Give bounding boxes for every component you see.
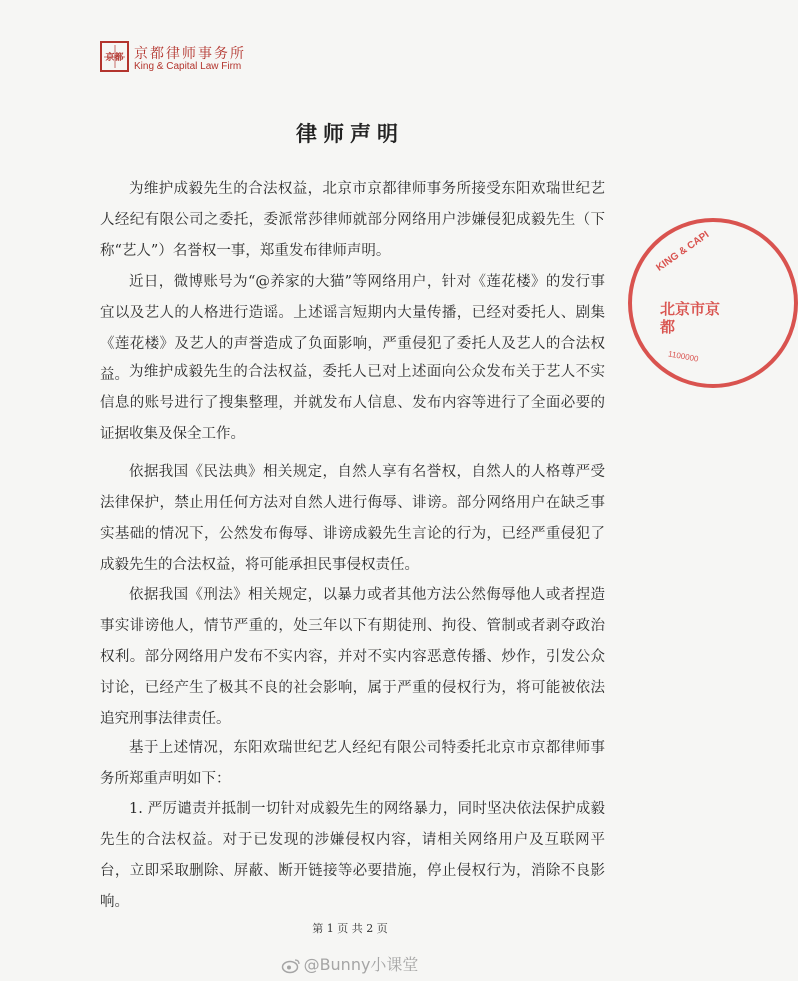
weibo-icon bbox=[282, 958, 300, 977]
seal-text-en: KING & CAPI bbox=[654, 229, 712, 274]
paragraph-4: 依据我国《民法典》相关规定，自然人享有名誉权，自然人的人格尊严受法律保护，禁止用任何方法对自然人进行侮辱、诽谤。部分网络用户在缺乏事实基础的情况下，公然发布侮辱、诽谤成毅先生言论的行为，已经严重侵犯了成毅先生的合法权益，将可能承担民事侵权责任。 bbox=[100, 464, 605, 573]
paragraph-5: 依据我国《刑法》相关规定，以暴力或者其他方法公然侮辱他人或者捏造事实诽谤他人，情节严重的，处三年以下有期徒刑、拘役、管制或者剥夺政治权利。部分网络用户发布不实内容，并对不实内容恶意传播、炒作，引发公众讨论，已经产生了极其不良的社会影响，属于严重的侵权行为，将可能被依法追究刑事法律责任。 bbox=[100, 587, 605, 727]
watermark-text: @Bunny小课堂 bbox=[303, 955, 419, 974]
logo-mark: 京都 bbox=[105, 53, 124, 63]
watermark bbox=[0, 952, 700, 977]
document-title: 律师声明 bbox=[296, 122, 404, 146]
seal-number: 1100000 bbox=[667, 349, 700, 364]
firm-name-en: King & Capital Law Firm bbox=[134, 61, 242, 72]
seal-text-cn: 北京市京都 bbox=[660, 300, 721, 336]
page-indicator: 第 1 页 共 2 页 bbox=[312, 922, 388, 935]
firm-logo bbox=[100, 41, 129, 72]
paragraph-3: 为维护成毅先生的合法权益，委托人已对上述面向公众发布关于艺人不实信息的账号进行了搜集整理，并就发布人信息、发布内容等进行了全面必要的证据收集及保全工作。 bbox=[100, 364, 605, 442]
paragraph-2: 近日，微博账号为“@养家的大猫”等网络用户，针对《莲花楼》的发行事宜以及艺人的人格进行造谣。上述谣言短期内大量传播，已经对委托人、剧集《莲花楼》及艺人的声誉造成了负面影响，严重侵犯了委托人及艺人的合法权益。 bbox=[100, 274, 605, 383]
paragraph-1: 为维护成毅先生的合法权益，北京市京都律师事务所接受东阳欢瑞世纪艺人经纪有限公司之委托，委派常莎律师就部分网络用户涉嫌侵犯成毅先生（下称“艺人”）名誉权一事，郑重发布律师声明。 bbox=[100, 181, 605, 259]
paragraph-7: 1. 严厉谴责并抵制一切针对成毅先生的网络暴力，同时坚决依法保护成毅先生的合法权益。对于已发现的涉嫌侵权内容，请相关网络用户及互联网平台，立即采取删除、屏蔽、断开链接等必要措施，停止侵权行为，消除不良影响。 bbox=[100, 801, 605, 910]
paragraph-6: 基于上述情况，东阳欢瑞世纪艺人经纪有限公司特委托北京市京都律师事务所郑重声明如下： bbox=[100, 740, 605, 787]
firm-name-cn: 京都律师事务所 bbox=[134, 46, 246, 62]
